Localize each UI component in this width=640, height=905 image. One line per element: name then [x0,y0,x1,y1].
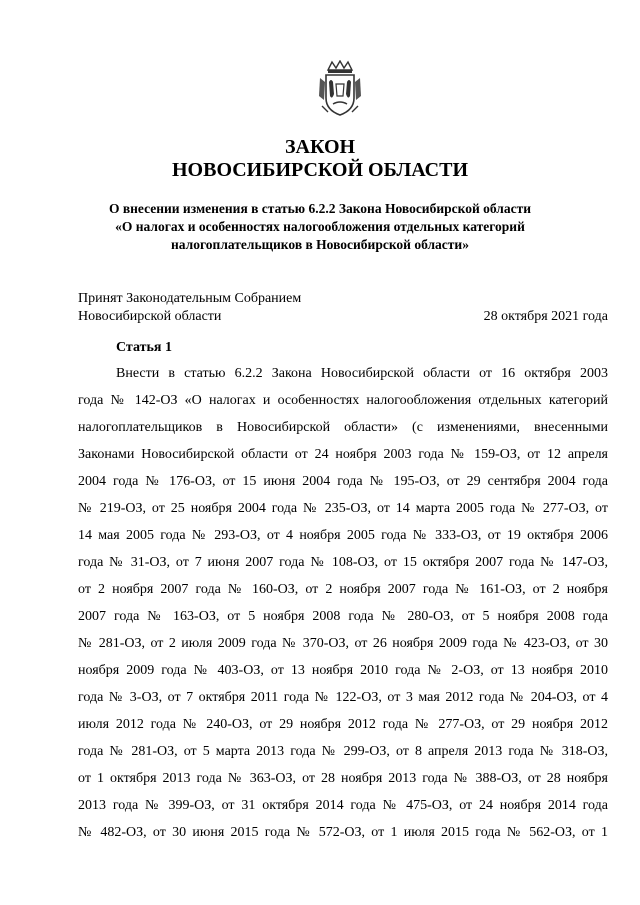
body-line: 2004 года № 176-ОЗ, от 15 июня 2004 года № 195-ОЗ, от 29 сентября 2004 года [78,474,608,489]
article-body [78,360,608,846]
body-line: от 2 ноября 2007 года № 160-ОЗ, от 2 ноября 2007 года № 161-ОЗ, от 2 ноября [78,582,608,597]
body-line: № 281-ОЗ, от 2 июля 2009 года № 370-ОЗ, от 26 ноября 2009 года № 423-ОЗ, от 30 [78,636,608,651]
body-line: 2007 года № 163-ОЗ, от 5 ноября 2008 года № 280-ОЗ, от 5 ноября 2008 года [78,609,608,624]
adopted-by-line: Принят Законодательным Собранием [78,291,302,306]
body-line: № 482-ОЗ, от 30 июня 2015 года № 572-ОЗ, от 1 июля 2015 года № 562-ОЗ, от 1 [78,825,608,840]
law-title-line-1: ЗАКОН [284,136,356,158]
body-line: 2013 года № 399-ОЗ, от 31 октября 2014 года № 475-ОЗ, от 24 ноября 2014 года [78,798,608,813]
body-line: Внести в статью 6.2.2 Закона Новосибирской области от 16 октября 2003 [116,366,608,381]
adopted-by-region: Новосибирской области [78,309,222,324]
body-line: года № 281-ОЗ, от 5 марта 2013 года № 299-ОЗ, от 8 апреля 2013 года № 318-ОЗ, [78,744,608,759]
body-line: года № 31-ОЗ, от 7 июня 2007 года № 108-ОЗ, от 15 октября 2007 года № 147-ОЗ, [78,555,608,570]
adoption-block [78,290,608,326]
body-line: года № 3-ОЗ, от 7 октября 2011 года № 122-ОЗ, от 3 мая 2012 года № 204-ОЗ, от 4 [78,690,608,705]
body-line: ноября 2009 года № 403-ОЗ, от 13 ноября 2010 года № 2-ОЗ, от 13 ноября 2010 [78,663,608,678]
body-line: № 219-ОЗ, от 25 ноября 2004 года № 235-ОЗ, от 14 марта 2005 года № 277-ОЗ, от [78,501,608,516]
adoption-date: 28 октября 2021 года [483,309,608,324]
law-title-line-2: НОВОСИБИРСКОЙ ОБЛАСТИ [171,159,469,181]
subtitle-line: О внесении изменения в статью 6.2.2 Закона Новосибирской области [108,201,532,216]
adopted-row [78,308,608,326]
body-line: года № 142-ОЗ «О налогах и особенностях налогообложения отдельных категорий [78,393,608,408]
body-line: Законами Новосибирской области от 24 ноября 2003 года № 159-ОЗ, от 12 апреля [78,447,608,462]
body-line: июля 2012 года № 240-ОЗ, от 29 ноября 2012 года № 277-ОЗ, от 29 ноября 2012 [78,717,608,732]
law-subtitle [70,200,570,254]
subtitle-line: «О налогах и особенностях налогообложения отдельных категорий [115,219,525,234]
article-heading: Статья 1 [116,340,172,355]
body-line: 14 мая 2005 года № 293-ОЗ, от 4 ноября 2005 года № 333-ОЗ, от 19 октября 2006 [78,528,608,543]
subtitle-line: налогоплательщиков в Новосибирской области» [171,237,469,252]
body-line: налогоплательщиков в Новосибирской области» (с изменениями, внесенными [78,420,608,435]
body-line: от 1 октября 2013 года № 363-ОЗ, от 28 ноября 2013 года № 388-ОЗ, от 28 ноября [78,771,608,786]
coat-of-arms-icon [318,60,362,118]
